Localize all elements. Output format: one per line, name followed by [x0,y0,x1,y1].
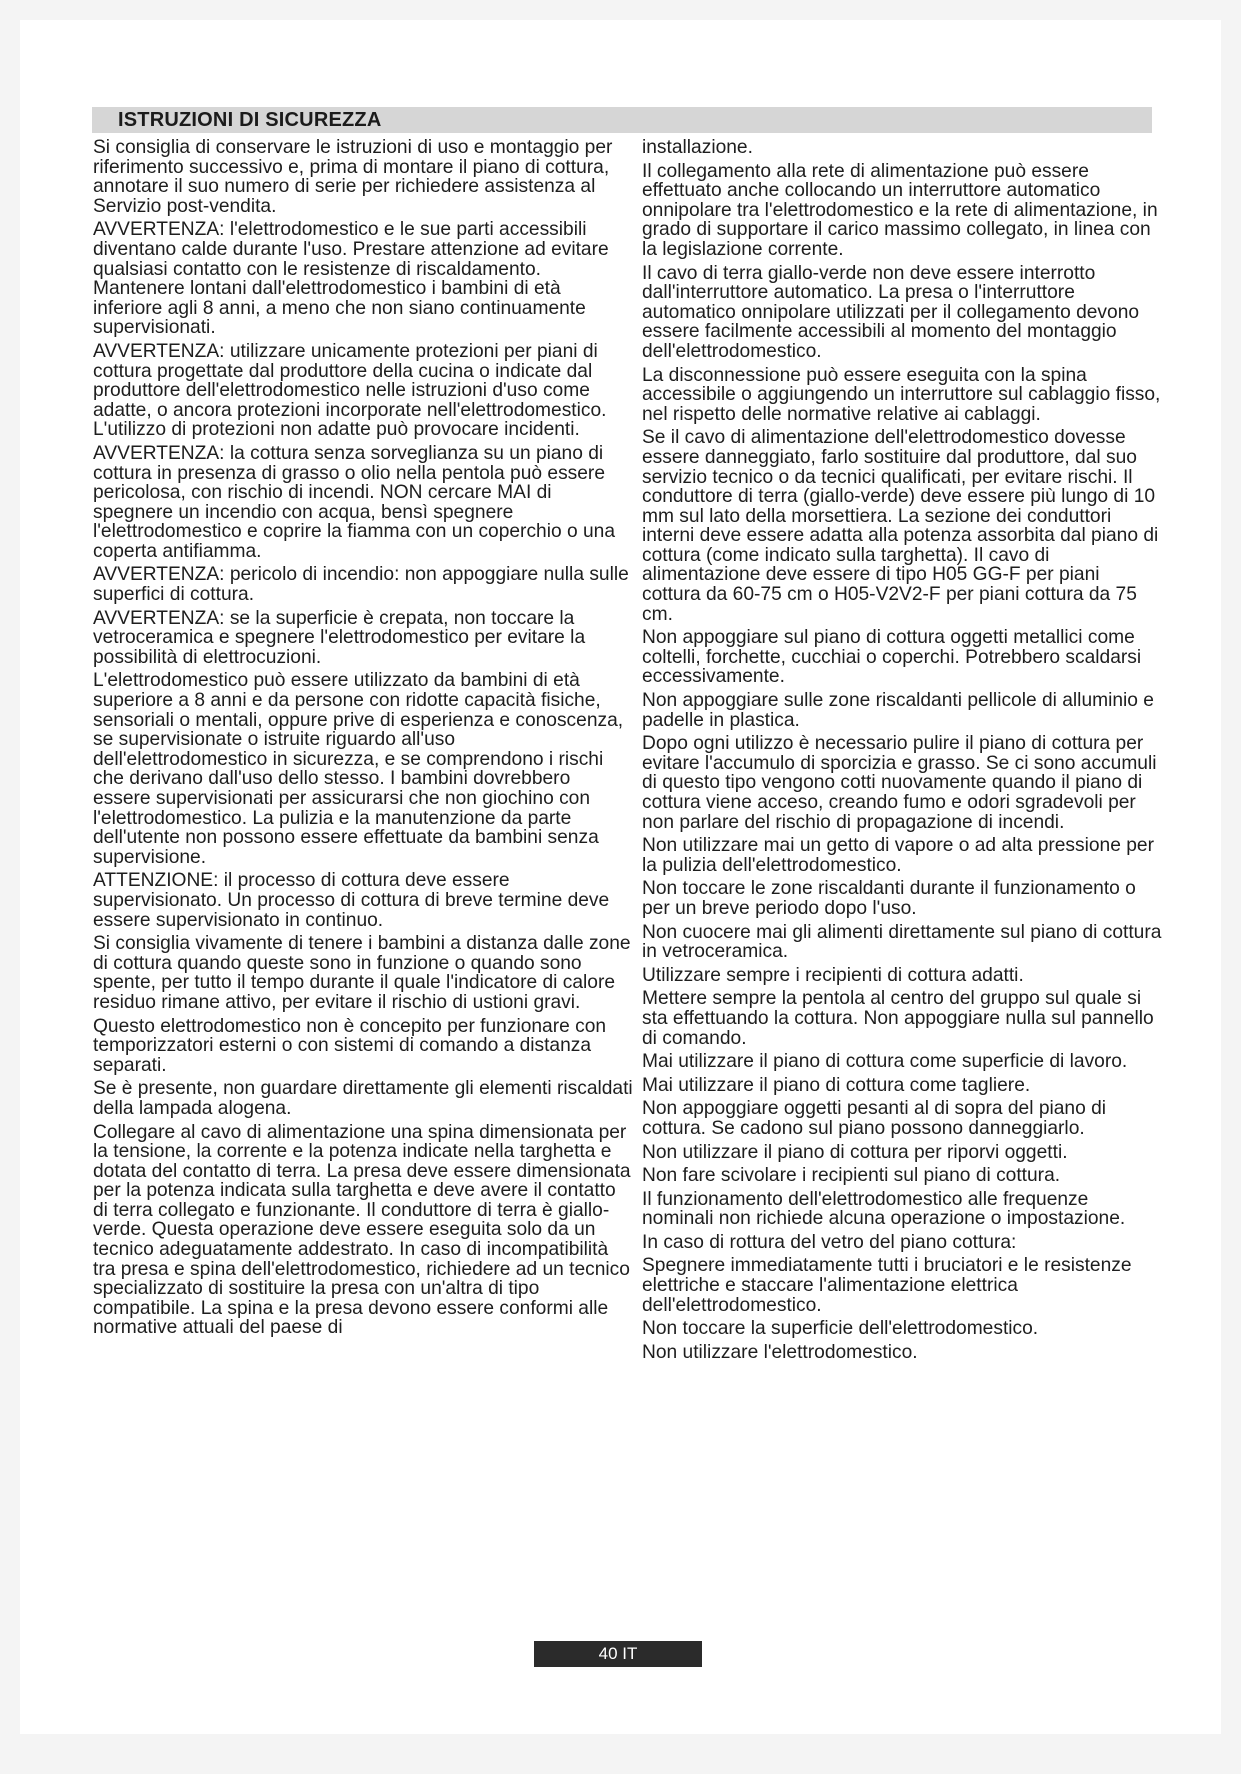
paragraph: Non utilizzare mai un getto di vapore o ad alta pressione per la pulizia dell'elettrodomestico. [642,835,1154,876]
paragraph: Non cuocere mai gli alimenti direttamente sul piano di cottura in vetroceramica. [642,921,1162,963]
paragraph: AVVERTENZA: utilizzare unicamente protezioni per piani di cottura progettate dal produttore della cucina o indicate dal produttore dell'elettrodomestico nelle istruzioni d'uso come adatte, o ancora protezioni incorporate nell'elettrodomestico. L'utilizzo di protezioni non adatte può provocare incidenti. [93,340,607,441]
paragraph: AVVERTENZA: se la superficie è crepata, non toccare la vetroceramica e spegnere l'elettrodomestico per evitare la possibilità di elettrocuzioni. [93,607,586,668]
paragraph: ATTENZIONE: il processo di cottura deve essere supervisionato. Un processo di cottura di breve termine deve essere supervisionato in continuo. [93,870,610,931]
paragraph: Se è presente, non guardare direttamente gli elementi riscaldati della lampada alogena. [93,1078,633,1119]
paragraph: Mai utilizzare il piano di cottura come superficie di lavoro. [642,1051,1128,1073]
paragraph: Non toccare le zone riscaldanti durante il funzionamento o per un breve periodo dopo l'uso. [642,878,1136,919]
paragraph: La disconnessione può essere eseguita con la spina accessibile o aggiungendo un interruttore sul cablaggio fisso, nel rispetto delle normative relative ai cablaggi. [642,364,1161,425]
paragraph: Collegare al cavo di alimentazione una spina dimensionata per la tensione, la corrente e la potenza indicate nella targhetta e dotata del contatto di terra. La presa deve essere dimensionata per la potenza indicata sulla targhetta e deve avere il contatto di terra collegato e funzionante. Il conduttore di terra è giallo-verde. Questa operazione deve essere eseguita solo da un tecnico adeguatamente addestrato. In caso di incompatibilità tra presa e spina dell'elettrodomestico, richiedere ad un tecnico specializzato di sostituire la presa con un'altra di tipo compatibile. La spina e la presa devono essere conformi alle normative attuali del paese di [93,1121,631,1339]
paragraph: Non appoggiare sulle zone riscaldanti pellicole di alluminio e padelle in plastica. [642,690,1154,731]
paragraph: Non fare scivolare i recipienti sul piano di cottura. [642,1165,1061,1187]
section-header-bar [92,107,1152,133]
paragraph: Il funzionamento dell'elettrodomestico alle frequenze nominali non richiede alcuna operazione o impostazione. [642,1188,1126,1230]
paragraph: Il cavo di terra giallo-verde non deve essere interrotto dall'interruttore automatico. La presa o l'interruttore automatico onnipolare utilizzati per il collegamento devono essere facilmente accessibili al momento del montaggio dell'elettrodomestico. [642,262,1140,362]
paragraph: Non utilizzare il piano di cottura per riporvi oggetti. [642,1141,1068,1163]
paragraph: Mai utilizzare il piano di cottura come tagliere. [642,1074,1031,1096]
paragraph: Non appoggiare sul piano di cottura oggetti metallici come coltelli, forchette, cucchiai o coperchi. Potrebbero scaldarsi eccessivamente. [642,627,1142,688]
section-title: ISTRUZIONI DI SICUREZZA [118,109,382,131]
paragraph: installazione. [642,137,753,158]
paragraph: Utilizzare sempre i recipienti di cottura adatti. [642,964,1024,986]
paragraph: Mettere sempre la pentola al centro del gruppo sul quale si sta effettuando la cottura. Non appoggiare nulla sul pannello di comando. [642,988,1154,1049]
paragraph: Se il cavo di alimentazione dell'elettrodomestico dovesse essere danneggiato, farlo sostituire dal produttore, dal suo servizio tecnico o da tecnici qualificati, per evitare rischi. Il conduttore di terra (giallo-verde) deve essere più lungo di 10 mm sul lato della morsettiera. La sezione dei conduttori interni deve essere adatta alla potenza assorbita dal piano di cottura (come indicato sulla targhetta). Il cavo di alimentazione deve essere di tipo H05 GG-F per piani cottura da 60-75 cm o H05-V2V2-F per piani cottura da 75 cm. [642,427,1159,625]
paragraph: L'elettrodomestico può essere utilizzato da bambini di età superiore a 8 anni e da persone con ridotte capacità fisiche, sensoriali o mentali, oppure prive di esperienza e conoscenza, se supervisionate o istruite riguardo all'uso dell'elettrodomestico in sicurezza, e se comprendono i rischi che derivano dall'uso dello stesso. I bambini dovrebbero essere supervisionati per assicurarsi che non giochino con l'elettrodomestico. La pulizia e la manutenzione da parte dell'utente non possono essere effettuate da bambini senza supervisione. [93,670,624,868]
paragraph: Dopo ogni utilizzo è necessario pulire il piano di cottura per evitare l'accumulo di sporcizia e grasso. Se ci sono accumuli di questo tipo vengono cotti nuovamente quando il piano di cottura viene acceso, creando fumo e odori sgradevoli per non parlare del rischio di propagazione di incendi. [642,733,1157,833]
paragraph: Non toccare la superficie dell'elettrodomestico. [642,1318,1039,1340]
paragraph: Si consiglia vivamente di tenere i bambini a distanza dalle zone di cottura quando queste sono in funzione o quando sono spente, per tutto il tempo durante il quale l'indicatore di calore residuo rimane attivo, per evitare il rischio di ustioni gravi. [93,933,631,1013]
paragraph: AVVERTENZA: la cottura senza sorveglianza su un piano di cottura in presenza di grasso o olio nella pentola può essere pericolosa, con rischio di incendi. NON cercare MAI di spegnere un incendio con acqua, bensì spegnere l'elettrodomestico e coprire la fiamma con un coperchio o una coperta antifiamma. [93,442,615,562]
manual-page [20,20,1221,1734]
left-column [93,138,633,1342]
paragraph: Non utilizzare l'elettrodomestico. [642,1341,918,1363]
paragraph: Questo elettrodomestico non è concepito per funzionare con temporizzatori esterni o con sistemi di comando a distanza separati. [93,1015,607,1076]
paragraph: Si consiglia di conservare le istruzioni di uso e montaggio per riferimento successivo e, prima di montare il piano di cottura, annotare il suo numero di serie per richiedere assistenza al Servizio post-vendita. [93,137,613,217]
page-number: 40 IT [534,1641,702,1667]
paragraph: Il collegamento alla rete di alimentazione può essere effettuato anche collocando un interruttore automatico onnipolare tra l'elettrodomestico e la rete di alimentazione, in grado di supportare il carico massimo collegato, in linea con la legislazione corrente. [642,160,1158,260]
paragraph: Spegnere immediatamente tutti i bruciatori e le resistenze elettriche e staccare l'alimentazione elettrica dell'elettrodomestico. [642,1255,1132,1316]
paragraph: AVVERTENZA: l'elettrodomestico e le sue parti accessibili diventano calde durante l'uso. Prestare attenzione ad evitare qualsiasi contatto con le resistenze di riscaldamento. Mantenere lontani dall'elettrodomestico i bambini di età inferiore agli 8 anni, a meno che non siano continuamente supervisionati. [93,219,609,339]
paragraph: Non appoggiare oggetti pesanti al di sopra del piano di cottura. Se cadono sul piano possono danneggiarlo. [642,1098,1107,1139]
paragraph: AVVERTENZA: pericolo di incendio: non appoggiare nulla sulle superfici di cottura. [93,564,629,606]
right-column [642,138,1162,1366]
paragraph: In caso di rottura del vetro del piano cottura: [642,1231,1017,1253]
